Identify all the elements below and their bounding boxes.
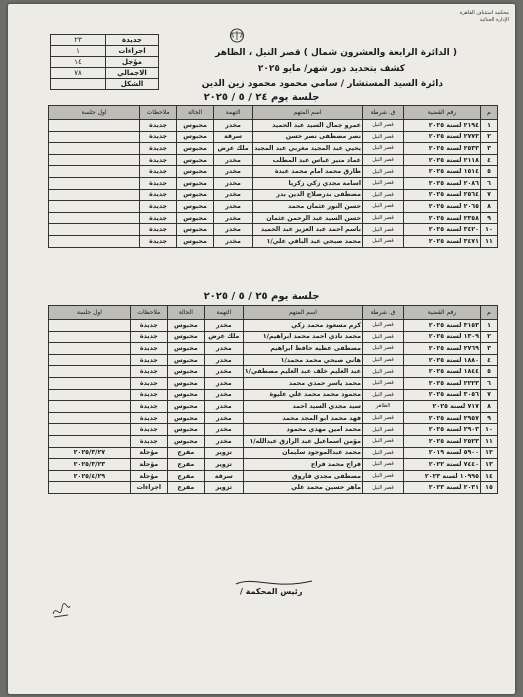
summary-value [51, 79, 106, 90]
charge: سرقة [214, 131, 253, 143]
custody-status: محبوس [167, 343, 204, 355]
column-header: م [481, 106, 498, 120]
notes: جديدة [130, 366, 167, 378]
custody-status: محبوس [177, 201, 214, 213]
court-president-signature: رئيس المحكمة / [240, 587, 303, 596]
summary-label: جديدة [106, 35, 159, 46]
column-header: اسم المتهم [243, 306, 362, 320]
charge: مخدر [214, 166, 253, 178]
table-row [49, 470, 498, 482]
custody-status: مفرج [167, 459, 204, 471]
defendant-name: فراج محمد فراج [243, 459, 362, 471]
summary-label: الشكل [106, 79, 159, 90]
summary-value: ٢٣ [51, 35, 106, 46]
row-number: ١٥ [481, 482, 498, 494]
summary-row [51, 68, 159, 79]
defendant-name: محمد عبدالموجود سليمان [243, 447, 362, 459]
police-station: قصر النيل [363, 389, 404, 401]
police-station: قصر النيل [363, 343, 404, 355]
charge: سرقة [204, 470, 243, 482]
summary-row [51, 46, 159, 57]
police-station: قصر النيل [363, 320, 404, 332]
row-number: ٥ [481, 166, 498, 178]
first-session-date [49, 377, 131, 389]
summary-label: مؤجل [106, 57, 159, 68]
first-session-date: ٢٠٢٥/٤/٢٩ [49, 470, 131, 482]
charge: مخدر [204, 412, 243, 424]
police-station: قصر النيل [363, 366, 404, 378]
police-station: قصر النيل [363, 166, 404, 178]
row-number: ٥ [481, 366, 498, 378]
case-number: ٥٩٠٠ لسنة ٢٠١٩ [404, 447, 481, 459]
police-station: قصر النيل [363, 470, 404, 482]
case-number: ٢٧٦٩ لسنة ٢٠٢٥ [404, 343, 481, 355]
charge: مخدر [204, 389, 243, 401]
case-number: ٣٠٥٦ لسنة ٢٠٢٥ [404, 389, 481, 401]
row-number: ٧ [481, 189, 498, 201]
defendant-name: حسن النور عثمان محمد [253, 201, 363, 213]
police-station: قصر النيل [363, 143, 404, 155]
table-row [49, 235, 498, 247]
first-session-date: ٢٠٢٥/٣/٢٧ [49, 447, 131, 459]
column-header: التهمة [204, 306, 243, 320]
case-number: ٢٩٠٣ لسنة ٢٠٢٥ [404, 424, 481, 436]
case-number: ٣٤٢٠ لسنة ٢٠٢٥ [404, 224, 481, 236]
defendant-name: فهد محمد ابو المجد محمد [243, 412, 362, 424]
case-number: ٣١٥٣ لسنة ٢٠٢٥ [404, 320, 481, 332]
first-session-date [49, 366, 131, 378]
notes: اجراءات [130, 482, 167, 494]
table-row [49, 120, 498, 132]
charge: مخدر [214, 235, 253, 247]
row-number: ٩ [481, 212, 498, 224]
summary-row [51, 79, 159, 90]
summary-row [51, 35, 159, 46]
session-1-table [48, 105, 498, 248]
custody-status: محبوس [167, 424, 204, 436]
custody-status: مفرج [167, 482, 204, 494]
charge: ملك عرض [214, 143, 253, 155]
case-number: ٢٠٨٦ لسنة ٢٠٢٥ [404, 177, 481, 189]
first-session-date [49, 143, 140, 155]
case-number: ١٨٨٠ لسنة ٢٠٢٥ [404, 354, 481, 366]
case-number: ١٣٠٩ لسنة ٢٠٢٥ [404, 331, 481, 343]
defendant-name: مصطفى عطية حافظ ابراهيم [243, 343, 362, 355]
column-header: ق. شرطة [363, 106, 404, 120]
charge: تزوير [204, 482, 243, 494]
charge: مخدر [204, 377, 243, 389]
notes: جديدة [140, 212, 177, 224]
defendant-name: نصر مصطفى نصر حسن [253, 131, 363, 143]
charge: مخدر [214, 154, 253, 166]
row-number: ٩ [481, 412, 498, 424]
defendant-name: ماهر حسين محمد علي [243, 482, 362, 494]
charge: تزوير [204, 459, 243, 471]
police-station: قصر النيل [363, 482, 404, 494]
custody-status: محبوس [167, 389, 204, 401]
row-number: ٧ [481, 389, 498, 401]
first-session-date [49, 201, 140, 213]
row-number: ١٠ [481, 224, 498, 236]
table-row [49, 143, 498, 155]
row-number: ١٣ [481, 459, 498, 471]
row-number: ١ [481, 120, 498, 132]
notes: جديدة [140, 166, 177, 178]
table-row [49, 331, 498, 343]
case-number: ٢٠٣١ لسنة ٢٠٢٣ [404, 482, 481, 494]
first-session-date [49, 131, 140, 143]
table-row [49, 166, 498, 178]
document-page [8, 4, 515, 694]
custody-status: محبوس [177, 143, 214, 155]
police-station: قصر النيل [363, 377, 404, 389]
first-session-date [49, 354, 131, 366]
table-header-row [49, 306, 498, 320]
summary-row [51, 57, 159, 68]
case-number: ٢٥٣٣ لسنة ٢٠٢٥ [404, 143, 481, 155]
first-session-date [49, 389, 131, 401]
column-header: الحالة [177, 106, 214, 120]
first-session-date [49, 212, 140, 224]
first-session-date [49, 401, 131, 413]
first-session-date [49, 320, 131, 332]
column-header: اسم المتهم [253, 106, 363, 120]
table-row [49, 212, 498, 224]
defendant-name: سيد مجدي السيد احمد [243, 401, 362, 413]
defendant-name: مؤمن اسماعيل عبد الرازق عبدالله/١ [243, 435, 362, 447]
first-session-date [49, 224, 140, 236]
table-row [49, 131, 498, 143]
table-row [49, 447, 498, 459]
table-row [49, 459, 498, 471]
case-number: ٢٥٢٣ لسنة ٢٠٢٥ [404, 435, 481, 447]
case-number: ٢٧٧٣ لسنة ٢٠٢٥ [404, 131, 481, 143]
judge-title: دائرة السيد المستشار / سامي محمود محمود زين الدين [201, 79, 443, 89]
notes: جديدة [130, 389, 167, 401]
row-number: ٣ [481, 343, 498, 355]
police-station: قصر النيل [363, 131, 404, 143]
column-header: التهمة [214, 106, 253, 120]
circuit-title: ( الدائرة الرابعة والعشرون شمال ) قصر النيل ، الظاهر [215, 48, 457, 58]
table-row [49, 343, 498, 355]
summary-label: اجراءات [106, 46, 159, 57]
row-number: ٦ [481, 377, 498, 389]
charge: مخدر [214, 177, 253, 189]
police-station: قصر النيل [363, 435, 404, 447]
table-row [49, 482, 498, 494]
row-number: ١١ [481, 235, 498, 247]
defendant-name: محمد نادي احمد محمد ابراهيم/١ [243, 331, 362, 343]
defendant-name: عماد منير عباس عبد المطلب [253, 154, 363, 166]
notes: جديدة [130, 320, 167, 332]
charge: مخدر [204, 320, 243, 332]
case-number: ١٠٩٩٥ لسنة ٢٠٢٣ [404, 470, 481, 482]
case-number: ٧٤٤٠ لسنة ٢٠٢٢ [404, 459, 481, 471]
charge: مخدر [204, 401, 243, 413]
table-row [49, 189, 498, 201]
summary-value: ٧٨ [51, 68, 106, 79]
custody-status: محبوس [177, 120, 214, 132]
notes: مؤجلة [130, 470, 167, 482]
charge: مخدر [214, 212, 253, 224]
police-station: قصر النيل [363, 154, 404, 166]
police-station: قصر النيل [363, 412, 404, 424]
column-header: ق. شرطة [363, 306, 404, 320]
case-number: ٢٢٢٣ لسنة ٢٠٢٥ [404, 377, 481, 389]
notes: مؤجلة [130, 447, 167, 459]
charge: مخدر [214, 120, 253, 132]
summary-table [50, 34, 159, 90]
custody-status: محبوس [167, 412, 204, 424]
summary-value: ١٤ [51, 57, 106, 68]
police-station: قصر النيل [363, 354, 404, 366]
custody-status: محبوس [177, 177, 214, 189]
police-station: قصر النيل [363, 224, 404, 236]
custody-status: محبوس [177, 235, 214, 247]
scales-of-justice-logo [224, 28, 250, 43]
first-session-date [49, 189, 140, 201]
row-number: ٢ [481, 131, 498, 143]
case-number: ٧١٧ لسنة ٢٠٢٥ [404, 401, 481, 413]
police-station: قصر النيل [363, 177, 404, 189]
charge: مخدر [204, 366, 243, 378]
row-number: ٤ [481, 154, 498, 166]
police-station: قصر النيل [363, 447, 404, 459]
custody-status: محبوس [167, 354, 204, 366]
table-row [49, 177, 498, 189]
notes: جديدة [140, 143, 177, 155]
notes: جديدة [140, 131, 177, 143]
charge: تزوير [204, 447, 243, 459]
column-header: اول جلسة [49, 306, 131, 320]
table-row [49, 424, 498, 436]
custody-status: محبوس [167, 320, 204, 332]
notes: جديدة [130, 377, 167, 389]
police-station: قصر النيل [363, 212, 404, 224]
custody-status: محبوس [177, 189, 214, 201]
police-station: قصر النيل [363, 459, 404, 471]
first-session-date [49, 331, 131, 343]
first-session-date [49, 166, 140, 178]
defendant-name: عبد العليم خلف عبد العليم مصطفي/١ [243, 366, 362, 378]
custody-status: مفرج [167, 470, 204, 482]
notes: جديدة [140, 154, 177, 166]
first-session-date [49, 177, 140, 189]
defendant-name: حسن السيد عبد الرحمن عثمان [253, 212, 363, 224]
charge: مخدر [214, 201, 253, 213]
case-number: ٢٠٦٥ لسنة ٢٠٢٥ [404, 201, 481, 213]
row-number: ٨ [481, 401, 498, 413]
session-1-title: جلسة يوم ٢٤ / ٥ / ٢٠٢٥ [203, 92, 320, 103]
defendant-name: باسم احمد عبد العزيز عبد الحميد [253, 224, 363, 236]
notes: جديدة [130, 412, 167, 424]
column-header: رقم القضية [404, 306, 481, 320]
notes: جديدة [130, 354, 167, 366]
column-header: اول جلسة [49, 106, 140, 120]
defendant-name: يحيي عبد المجيد مغربي عبد المجيد [253, 143, 363, 155]
charge: مخدر [214, 189, 253, 201]
notes: جديدة [140, 224, 177, 236]
table-row [49, 154, 498, 166]
custody-status: محبوس [177, 224, 214, 236]
case-number: ٢٩٥٧ لسنة ٢٠٢٥ [404, 412, 481, 424]
police-station: قصر النيل [363, 424, 404, 436]
case-number: ١٨٤٤ لسنة ٢٠٢٥ [404, 366, 481, 378]
column-header: م [481, 306, 498, 320]
notes: مؤجلة [130, 459, 167, 471]
police-station: قصر النيل [363, 201, 404, 213]
table-row [49, 412, 498, 424]
row-number: ١٤ [481, 470, 498, 482]
charge: مخدر [204, 435, 243, 447]
custody-status: محبوس [167, 435, 204, 447]
custody-status: محبوس [177, 131, 214, 143]
first-session-date [49, 482, 131, 494]
custody-status: محبوس [167, 401, 204, 413]
charge: مخدر [204, 424, 243, 436]
case-number: ٣٤٧١ لسنة ٢٠٢٥ [404, 235, 481, 247]
charge: مخدر [214, 224, 253, 236]
column-header: ملاحظات [140, 106, 177, 120]
charge: ملك عرض [204, 331, 243, 343]
row-number: ٣ [481, 143, 498, 155]
stamp-line-1: محكمة استئناف القاهرة [459, 10, 509, 16]
table-row [49, 366, 498, 378]
column-header: رقم القضية [404, 106, 481, 120]
notes: جديدة [130, 424, 167, 436]
defendant-name: عمرو جمال السيد عبد الحميد [253, 120, 363, 132]
summary-value: ١ [51, 46, 106, 57]
first-session-date: ٢٠٢٥/٣/٢٣ [49, 459, 131, 471]
first-session-date [49, 343, 131, 355]
custody-status: مفرج [167, 447, 204, 459]
row-number: ١٢ [481, 447, 498, 459]
handwritten-initials [50, 602, 72, 620]
defendant-name: مصطفى بدرصلاح الدين بدر [253, 189, 363, 201]
notes: جديدة [140, 177, 177, 189]
notes: جديدة [140, 189, 177, 201]
custody-status: محبوس [177, 212, 214, 224]
notes: جديدة [130, 435, 167, 447]
defendant-name: محمد امين مهدي محمود [243, 424, 362, 436]
custody-status: محبوس [177, 166, 214, 178]
case-number: ١٥١٤ لسنة ٢٠٢٥ [404, 166, 481, 178]
schedule-title: كشف بتحديد دور شهر/ مايو ٢٠٢٥ [257, 64, 405, 74]
table-row [49, 201, 498, 213]
table-row [49, 224, 498, 236]
defendant-name: كرم مسعود محمد زكي [243, 320, 362, 332]
session-2-title: جلسة يوم ٢٥ / ٥ / ٢٠٢٥ [203, 291, 320, 302]
notes: جديدة [130, 331, 167, 343]
column-header: ملاحظات [130, 306, 167, 320]
row-number: ١١ [481, 435, 498, 447]
table-row [49, 354, 498, 366]
session-2-table [48, 305, 498, 494]
charge: مخدر [204, 354, 243, 366]
notes: جديدة [130, 343, 167, 355]
table-row [49, 401, 498, 413]
row-number: ٦ [481, 177, 498, 189]
first-session-date [49, 235, 140, 247]
defendant-name: محمد صبحي عبد الباقي علي/١ [253, 235, 363, 247]
case-number: ٢٣٥٨ لسنة ٢٠٢٥ [404, 212, 481, 224]
defendant-name: محمود محمد محمد علي عليوة [243, 389, 362, 401]
police-station: قصر النيل [363, 120, 404, 132]
defendant-name: اسامة مجدي زكي زكريا [253, 177, 363, 189]
court-stamp [460, 10, 509, 24]
case-number: ٢٥٦٤ لسنة ٢٠٢٥ [404, 189, 481, 201]
custody-status: محبوس [167, 331, 204, 343]
police-station: قصر النيل [363, 189, 404, 201]
summary-label: الاجمالي [106, 68, 159, 79]
row-number: ٤ [481, 354, 498, 366]
row-number: ١ [481, 320, 498, 332]
table-row [49, 377, 498, 389]
notes: جديدة [130, 401, 167, 413]
custody-status: محبوس [167, 377, 204, 389]
defendant-name: طارق محمد امام محمد عبدة [253, 166, 363, 178]
first-session-date [49, 424, 131, 436]
column-header: الحالة [167, 306, 204, 320]
custody-status: محبوس [177, 154, 214, 166]
police-station: قصر النيل [363, 331, 404, 343]
first-session-date [49, 120, 140, 132]
table-header-row [49, 106, 498, 120]
first-session-date [49, 412, 131, 424]
row-number: ١٠ [481, 424, 498, 436]
table-row [49, 320, 498, 332]
notes: جديدة [140, 235, 177, 247]
table-row [49, 389, 498, 401]
police-station: قصر النيل [363, 235, 404, 247]
charge: مخدر [204, 343, 243, 355]
notes: جديدة [140, 201, 177, 213]
table-row [49, 435, 498, 447]
police-station: الظاهر [363, 401, 404, 413]
row-number: ٢ [481, 331, 498, 343]
defendant-name: مصطفى مجدي فاروق [243, 470, 362, 482]
defendant-name: هاني صبحي محمد محمد/١ [243, 354, 362, 366]
first-session-date [49, 435, 131, 447]
case-number: ٢١٩٤ لسنة ٢٠٢٥ [404, 120, 481, 132]
notes: جديدة [140, 120, 177, 132]
case-number: ٢١١٨ لسنة ٢٠٢٥ [404, 154, 481, 166]
row-number: ٨ [481, 201, 498, 213]
first-session-date [49, 154, 140, 166]
stamp-line-2: الإدارة الجنائية [479, 17, 509, 23]
custody-status: محبوس [167, 366, 204, 378]
defendant-name: محمد ياسر حمدي محمد [243, 377, 362, 389]
